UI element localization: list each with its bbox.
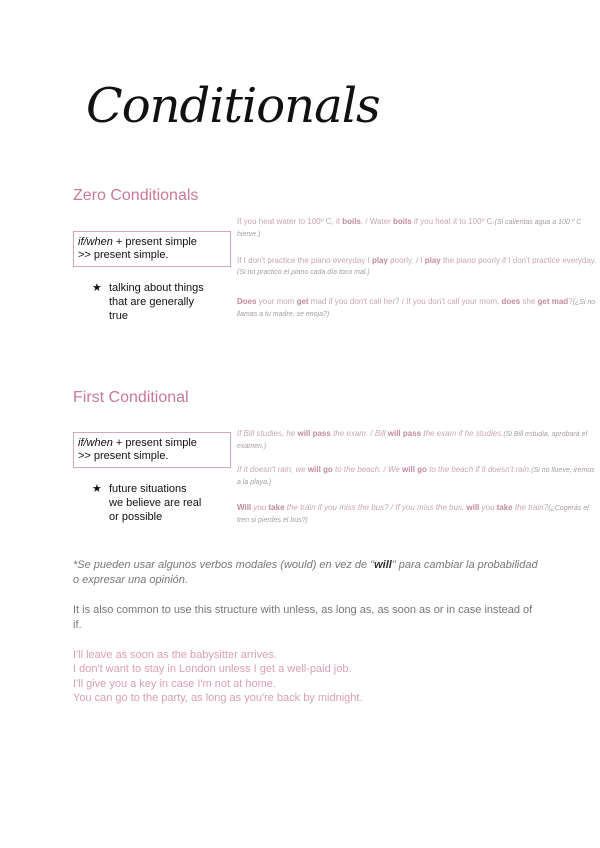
zero-bullet-line3: true [109, 310, 128, 322]
zero-rule-line2: >> present simple. [78, 249, 169, 261]
zero-rule-line1 [78, 236, 228, 249]
first-conditional-heading: First Conditional [73, 389, 189, 406]
first-rule-line1 [78, 437, 228, 450]
first-bullet-line1: future situations [109, 483, 187, 495]
example-line-3: I'll give you a key in case I'm not at home. [73, 678, 276, 690]
zero-rule-box [73, 231, 231, 267]
example-line-4: You can go to the party, as long as you're back by midnight. [73, 692, 363, 704]
zero-rule-if-when: if/when [78, 236, 113, 248]
zero-example-3: Does your mom get mad if you don't call her? / If you don't call your mom, does she get mad?(¿Si no llamas a tu madre, se enoja?) [237, 297, 596, 318]
zero-example-2: If I don't practice the piano everyday I play poorly. / I play the piano poorly if I don't practice everyday.(Si no practico el piano cada día toco mal.) [237, 256, 597, 276]
zero-conditionals-heading: Zero Conditionals [73, 187, 199, 204]
example-line-1: I'll leave as soon as the babysitter arrives. [73, 649, 277, 661]
first-bullet-line2: we believe are real [109, 497, 202, 509]
page-title: Conditionals [86, 78, 380, 134]
first-bullet [92, 482, 229, 524]
connectors-note: It is also common to use this structure with unless, as long as, as soon as or in case instead of if. [73, 604, 533, 631]
star-icon: ★ [92, 282, 102, 294]
example-line-2: I don't want to stay in London unless I get a well-paid job. [73, 663, 352, 675]
zero-rule-line1-rest: + present simple [112, 236, 197, 248]
first-example-3: Will you take the train if you miss the bus? / If you miss the bus, will you take the train?(¿Cogerás el tren si pierdes el bus?) [237, 503, 589, 524]
zero-bullet [92, 281, 229, 323]
first-bullet-line3: or possible [109, 511, 163, 523]
first-rule-box [73, 432, 231, 468]
zero-example-1: If you heat water to 100º C, it boils. / Water boils if you heat it to 100º C.(Si calientas agua a 100 º C hierve.) [237, 217, 582, 238]
first-rule-line1-rest: + present simple [112, 437, 197, 449]
first-rule-if-when: if/when [78, 437, 113, 449]
modal-note: *Se pueden usar algunos verbos modales (would) en vez de "will" para cambiar la probabilidad o expresar una opinión. [73, 559, 538, 586]
first-rule-line2: >> present simple. [78, 450, 169, 462]
first-example-1: If Bill studies, he will pass the exam. / Bill will pass the exam if he studies.(Si Bill estudia, aprobará el examen.) [237, 429, 588, 450]
first-example-2: If it doesn't rain, we will go to the beach. / We will go to the beach if it doesn't rain.(Si no llueve, iremos a la playa.) [237, 465, 595, 486]
zero-bullet-line1: talking about things [109, 282, 204, 294]
zero-bullet-line2: that are generally [109, 296, 194, 308]
star-icon: ★ [92, 483, 102, 495]
